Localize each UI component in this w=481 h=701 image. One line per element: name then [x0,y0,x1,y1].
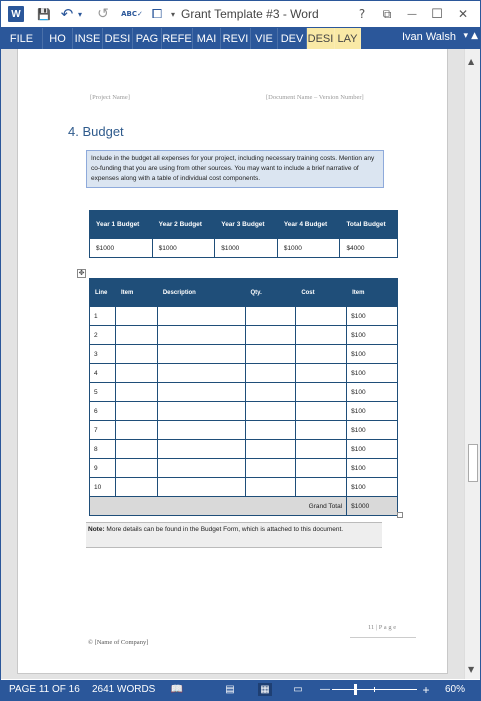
zoom-level[interactable]: 60% [445,684,466,695]
table-cell[interactable] [115,383,157,402]
amount-cell[interactable]: $100 [347,307,398,326]
table-cell[interactable] [157,383,245,402]
table-resize-handle[interactable] [397,512,403,518]
table-cell[interactable]: $1000 [90,239,153,258]
amount-cell[interactable]: $100 [347,364,398,383]
proofing-icon[interactable]: 📖 [170,684,184,695]
table-cell[interactable] [115,421,157,440]
line-cell[interactable]: 5 [90,383,116,402]
line-cell[interactable]: 6 [90,402,116,421]
table-cell[interactable]: $1000 [152,239,215,258]
ribbon-display-options-icon[interactable]: ⧉ [382,6,392,21]
window-title: Grant Template #3 - Word [181,7,319,21]
table-cell[interactable] [115,440,157,459]
table-header-cell: Total Budget [340,211,398,239]
table-cell[interactable] [157,307,245,326]
table-cell[interactable] [157,440,245,459]
amount-cell[interactable]: $100 [347,421,398,440]
table-cell[interactable] [115,307,157,326]
table-cell[interactable] [296,440,347,459]
table-cell[interactable] [115,364,157,383]
table-header-cell: Item [347,279,398,307]
scroll-down-icon[interactable]: ▼ [468,665,475,674]
table-cell[interactable] [157,459,245,478]
table-cell[interactable] [245,383,296,402]
line-cell[interactable]: 1 [90,307,116,326]
note-text: More details can be found in the Budget Form, which is attached to this document. [104,526,344,533]
tab-view[interactable]: VIE [251,28,278,49]
table-cell[interactable] [157,421,245,440]
table-cell[interactable] [157,364,245,383]
tab-file[interactable]: FILE [1,28,43,49]
user-account[interactable]: Ivan Walsh [401,31,456,43]
vertical-scrollbar[interactable] [464,49,480,679]
table-cell[interactable] [296,421,347,440]
table-cell[interactable] [245,478,296,497]
tab-table-design[interactable]: DESI [307,28,335,49]
table-cell[interactable] [296,307,347,326]
tab-references[interactable]: REFE [162,28,193,49]
table-cell[interactable] [296,402,347,421]
header-document-name: [Document Name – Version Number] [266,94,364,101]
table-header-cell: Description [157,279,245,307]
table-cell[interactable] [157,326,245,345]
minimize-button[interactable]: — [407,8,417,20]
table-header-cell: Year 1 Budget [90,211,153,239]
scroll-up-icon[interactable]: ▲ [468,57,475,66]
footer-divider [350,637,416,638]
tab-insert[interactable]: INSE [73,28,103,49]
table-cell[interactable]: $1000 [215,239,278,258]
table-cell[interactable] [245,307,296,326]
table-cell[interactable] [296,364,347,383]
tab-review[interactable]: REVI [221,28,251,49]
table-cell[interactable] [245,440,296,459]
table-cell[interactable] [157,345,245,364]
table-cell[interactable]: $4000 [340,239,398,258]
undo-dropdown-icon[interactable]: ▾ [77,9,82,19]
section-heading: 4. Budget [68,124,124,139]
amount-cell[interactable]: $100 [347,326,398,345]
table-row [90,421,398,440]
table-row [90,402,398,421]
table-header-cell: Line [90,279,116,307]
table-row [90,345,398,364]
table-row [90,459,398,478]
user-dropdown-icon[interactable]: ▾ [463,31,468,41]
tab-design[interactable]: DESI [103,28,133,49]
grand-total-value[interactable]: $1000 [347,497,398,516]
redo-icon[interactable]: ↺ [97,6,109,22]
table-header-cell: Year 4 Budget [277,211,340,239]
table-row [90,307,398,326]
cost-table [89,278,398,516]
web-layout-icon[interactable]: ▭ [293,684,303,695]
table-cell[interactable] [296,326,347,345]
read-mode-icon[interactable]: ▤ [225,684,235,695]
table-header-cell: Year 2 Budget [152,211,215,239]
line-cell[interactable]: 3 [90,345,116,364]
undo-icon[interactable]: ↶ [60,5,74,23]
note-label: Note: [88,526,105,533]
tab-table-layout[interactable]: LAY [335,28,361,49]
collapse-ribbon-icon[interactable]: ▲ [471,31,478,41]
table-header-row [90,279,398,307]
amount-cell[interactable]: $100 [347,402,398,421]
tab-mailings[interactable]: MAI [193,28,221,49]
table-move-handle-icon[interactable]: ✥ [78,269,85,277]
header-project-name: [Project Name] [90,94,130,101]
table-row [90,326,398,345]
table-row [90,364,398,383]
grand-total-row [90,497,398,516]
tab-page-layout[interactable]: PAG [133,28,162,49]
table-cell[interactable] [245,459,296,478]
zoom-in-icon[interactable]: + [422,682,430,697]
word-count[interactable]: 2641 WORDS [92,684,156,695]
close-button[interactable]: ✕ [457,7,469,21]
amount-cell[interactable]: $100 [347,440,398,459]
table-row [90,440,398,459]
spelling-icon[interactable]: ABC✓ [121,10,143,18]
amount-cell[interactable]: $100 [347,345,398,364]
table-row [90,383,398,402]
customize-qat-icon[interactable]: ▾ [170,9,175,19]
word-app-icon[interactable]: W [8,6,24,22]
grand-total-label[interactable]: Grand Total [90,497,347,516]
line-cell[interactable]: 7 [90,421,116,440]
print-layout-icon[interactable]: ▦ [258,683,272,696]
table-cell[interactable] [296,478,347,497]
page-indicator[interactable]: PAGE 11 OF 16 [9,684,80,695]
table-row [90,478,398,497]
table-row [90,239,398,258]
amount-cell[interactable]: $100 [347,459,398,478]
table-header-cell: Qty. [245,279,296,307]
table-cell[interactable] [296,383,347,402]
line-cell[interactable]: 4 [90,364,116,383]
zoom-center-mark [374,687,375,692]
tab-developer[interactable]: DEV [278,28,307,49]
document-page[interactable] [17,49,448,674]
page-number-footer: 11 | P a g e [368,624,397,631]
table-cell[interactable] [115,345,157,364]
instruction-box: Include in the budget all expenses for your project, including necessary training costs. Mention any co-funding that you are using from other sources. You may want to include a brief narrative of expenses along with a table of individual cost components. [86,150,384,188]
table-cell[interactable] [296,345,347,364]
company-footer: © [Name of Company] [88,639,149,646]
help-button[interactable]: ? [358,7,366,21]
table-header-row [90,211,398,239]
table-cell[interactable] [115,459,157,478]
table-cell[interactable] [296,459,347,478]
line-cell[interactable]: 8 [90,440,116,459]
title-bar [1,1,480,27]
table-cell[interactable] [115,478,157,497]
table-cell[interactable] [115,326,157,345]
document-area[interactable] [1,49,464,679]
table-header-cell: Cost [296,279,347,307]
table-cell[interactable] [245,421,296,440]
line-cell[interactable]: 2 [90,326,116,345]
scroll-thumb[interactable] [468,444,478,482]
budget-summary-table [89,210,398,258]
amount-cell[interactable]: $100 [347,478,398,497]
table-header-cell: Year 3 Budget [215,211,278,239]
table-cell[interactable]: $1000 [277,239,340,258]
table-cell[interactable] [157,478,245,497]
note-box [86,522,382,548]
zoom-slider-thumb[interactable] [354,684,357,695]
zoom-out-icon[interactable]: — [320,684,330,695]
line-cell[interactable]: 10 [90,478,116,497]
table-cell[interactable] [245,326,296,345]
status-bar [1,680,480,700]
amount-cell[interactable]: $100 [347,383,398,402]
save-icon[interactable]: 💾 [37,7,51,21]
touch-mode-icon[interactable]: ⧠ [151,6,163,22]
table-header-cell: Item [115,279,157,307]
table-cell[interactable] [115,402,157,421]
table-cell[interactable] [157,402,245,421]
tab-home[interactable]: HO [43,28,73,49]
line-cell[interactable]: 9 [90,459,116,478]
maximize-button[interactable]: ☐ [431,6,443,22]
table-cell[interactable] [245,345,296,364]
table-cell[interactable] [245,402,296,421]
table-cell[interactable] [245,364,296,383]
